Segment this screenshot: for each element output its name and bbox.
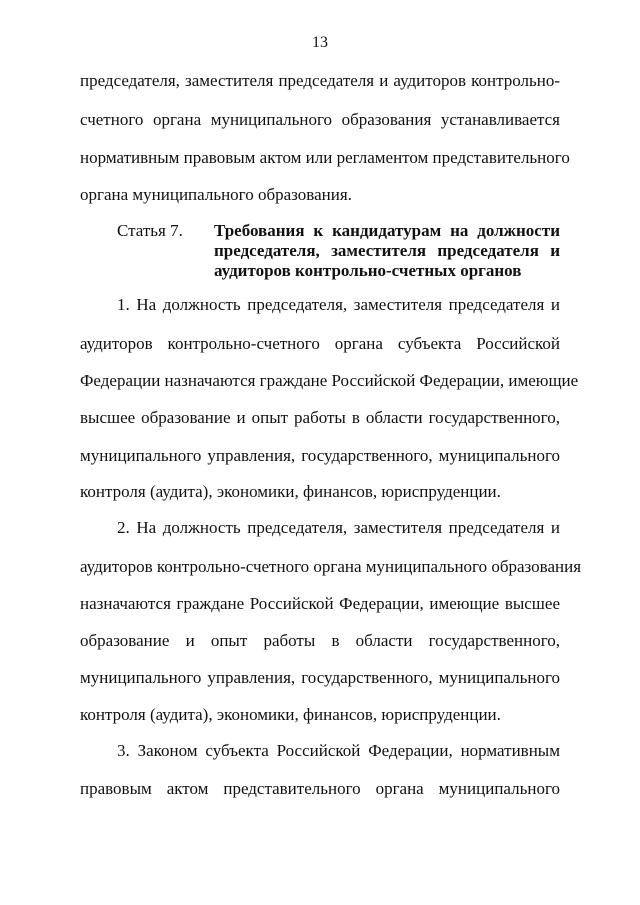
paragraph-line: образование и опыт работы в области государственного, (80, 631, 560, 650)
page-number: 13 (312, 34, 328, 51)
paragraph-line: нормативным правовым актом или регламентом представительного (80, 148, 570, 167)
paragraph-line: 2. На должность председателя, заместителя председателя и (117, 518, 560, 537)
paragraph-line: контроля (аудита), экономики, финансов, юриспруденции. (80, 482, 501, 501)
article-title-line: председателя, заместителя председателя и (214, 241, 560, 260)
article-label: Статья 7. (117, 221, 183, 240)
paragraph-line: 3. Законом субъекта Российской Федерации, нормативным (117, 741, 560, 760)
paragraph-line: счетного органа муниципального образования устанавливается (80, 110, 560, 129)
paragraph-line: Федерации назначаются граждане Российской Федерации, имеющие (80, 371, 579, 390)
paragraph-line: органа муниципального образования. (80, 185, 352, 204)
paragraph-line: 1. На должность председателя, заместителя председателя и (117, 295, 560, 314)
paragraph-line: аудиторов контрольно-счетного органа субъекта Российской (80, 334, 560, 353)
paragraph-line: муниципального управления, государственного, муниципального (80, 668, 560, 687)
article-title-line: аудиторов контрольно-счетных органов (214, 261, 522, 280)
paragraph-line: муниципального управления, государственного, муниципального (80, 446, 560, 465)
paragraph-line: высшее образование и опыт работы в области государственного, (80, 408, 560, 427)
article-title-line: Требования к кандидатурам на должности (214, 221, 560, 240)
paragraph-line: назначаются граждане Российской Федерации, имеющие высшее (80, 594, 560, 613)
paragraph-line: аудиторов контрольно-счетного органа муниципального образования (80, 557, 582, 576)
paragraph-line: контроля (аудита), экономики, финансов, юриспруденции. (80, 705, 501, 724)
article-title (214, 221, 560, 281)
paragraph-line: правовым актом представительного органа муниципального (80, 779, 560, 798)
paragraph-line: председателя, заместителя председателя и аудиторов контрольно- (80, 71, 560, 90)
